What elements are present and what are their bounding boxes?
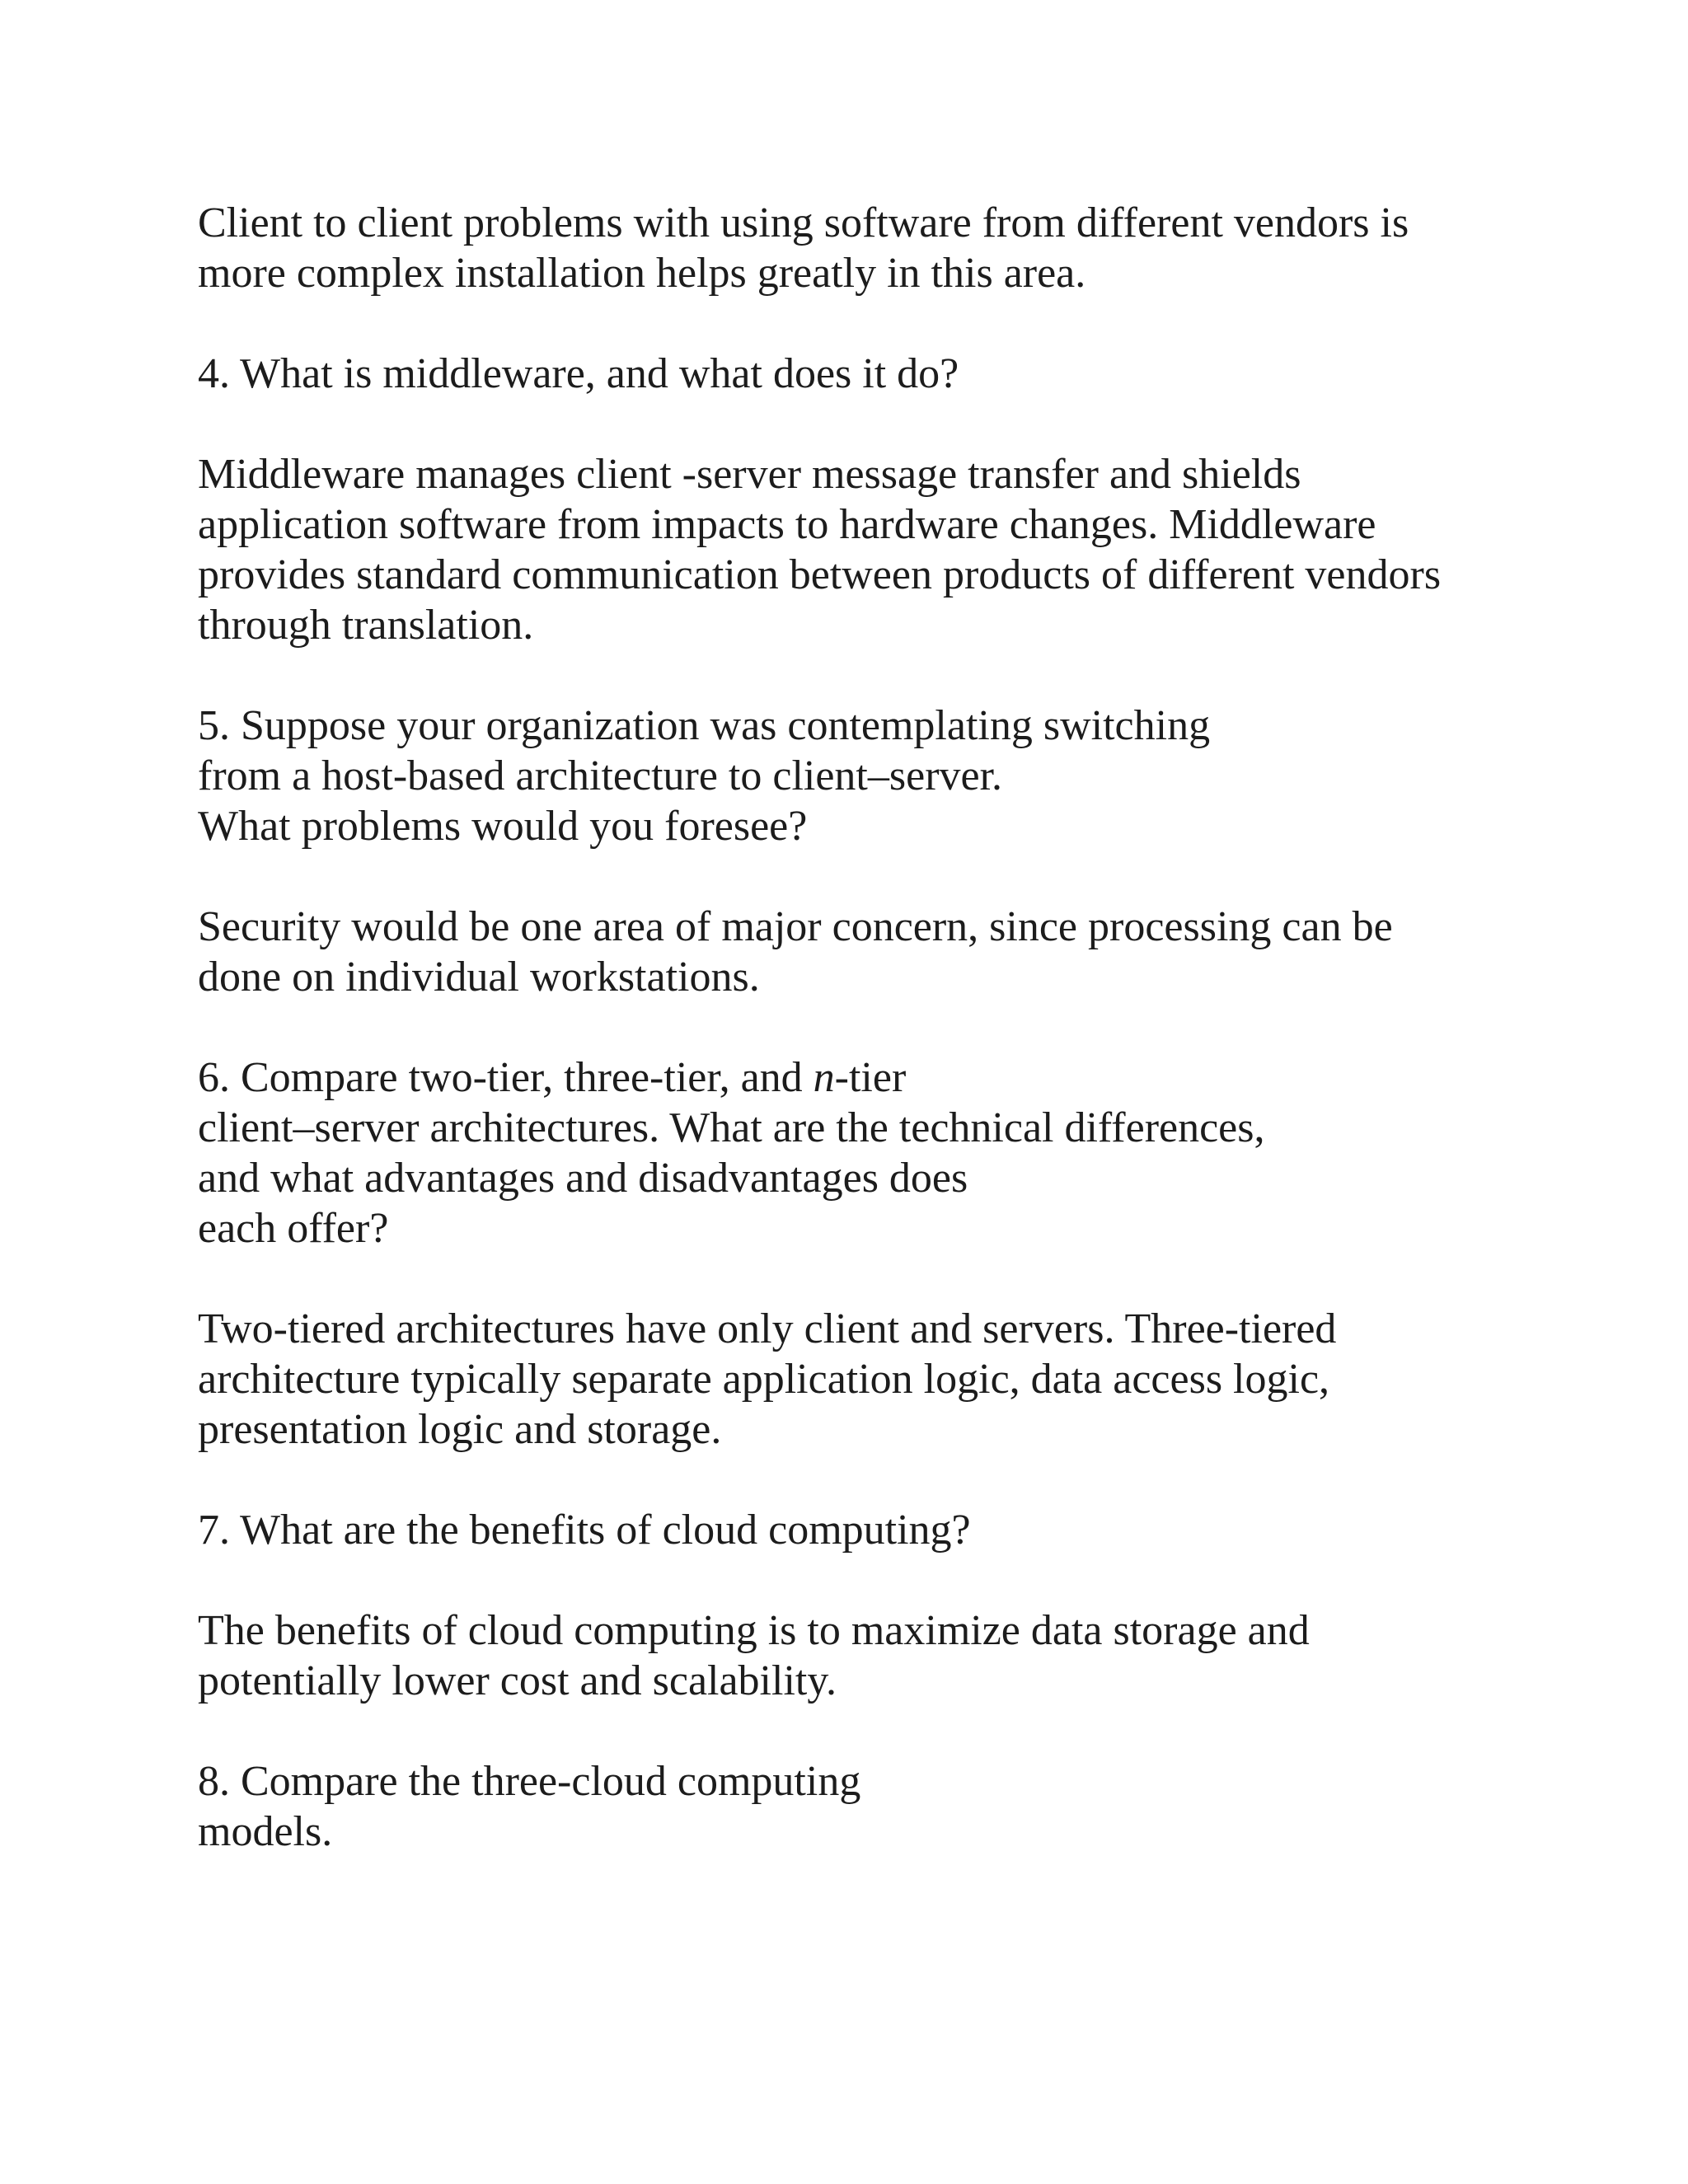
answer-paragraph-5 bbox=[198, 902, 1533, 1002]
text-line: The benefits of cloud computing is to maximize data storage and bbox=[198, 1607, 1310, 1654]
answer-paragraph-7 bbox=[198, 1605, 1533, 1706]
question-8 bbox=[198, 1756, 1533, 1857]
text-line: more complex installation helps greatly in this area. bbox=[198, 250, 1086, 297]
question-4 bbox=[198, 349, 1533, 399]
text-line: 5. Suppose your organization was contemplating switching bbox=[198, 702, 1211, 749]
text-line bbox=[198, 1052, 1533, 1103]
italic-variable: n bbox=[813, 1054, 835, 1101]
text-line: 7. What are the benefits of cloud computing? bbox=[198, 1507, 971, 1554]
text-line: application software from impacts to hardware changes. Middleware bbox=[198, 501, 1376, 548]
text-line: 8. Compare the three-cloud computing bbox=[198, 1758, 861, 1805]
text-line: through translation. bbox=[198, 602, 534, 649]
text-line: Two-tiered architectures have only client and servers. Three-tiered bbox=[198, 1305, 1337, 1352]
text-line: presentation logic and storage. bbox=[198, 1406, 722, 1453]
text-line: and what advantages and disadvantages does bbox=[198, 1155, 968, 1202]
question-6 bbox=[198, 1052, 1533, 1254]
question-5 bbox=[198, 701, 1533, 851]
text-line: Security would be one area of major concern, since processing can be bbox=[198, 903, 1393, 950]
text-line: Middleware manages client -server message transfer and shields bbox=[198, 451, 1301, 498]
answer-paragraph-6 bbox=[198, 1304, 1533, 1455]
text-line: from a host-based architecture to client–server. bbox=[198, 752, 1003, 799]
text-line: architecture typically separate application logic, data access logic, bbox=[198, 1356, 1330, 1403]
text-line: Client to client problems with using software from different vendors is bbox=[198, 199, 1409, 246]
text-run: -tier bbox=[834, 1054, 907, 1101]
answer-paragraph-3 bbox=[198, 198, 1533, 298]
text-line: What problems would you foresee? bbox=[198, 803, 808, 850]
text-line: client–server architectures. What are the technical differences, bbox=[198, 1104, 1265, 1151]
document-body bbox=[198, 198, 1533, 1907]
text-line: 4. What is middleware, and what does it do? bbox=[198, 350, 959, 397]
text-line: potentially lower cost and scalability. bbox=[198, 1657, 837, 1704]
text-line: models. bbox=[198, 1808, 333, 1855]
text-line: each offer? bbox=[198, 1205, 389, 1252]
text-line: provides standard communication between products of different vendors bbox=[198, 551, 1442, 598]
answer-paragraph-4 bbox=[198, 449, 1533, 650]
text-run: 6. Compare two-tier, three-tier, and bbox=[198, 1054, 814, 1101]
text-line: done on individual workstations. bbox=[198, 954, 760, 1001]
question-7 bbox=[198, 1505, 1533, 1555]
